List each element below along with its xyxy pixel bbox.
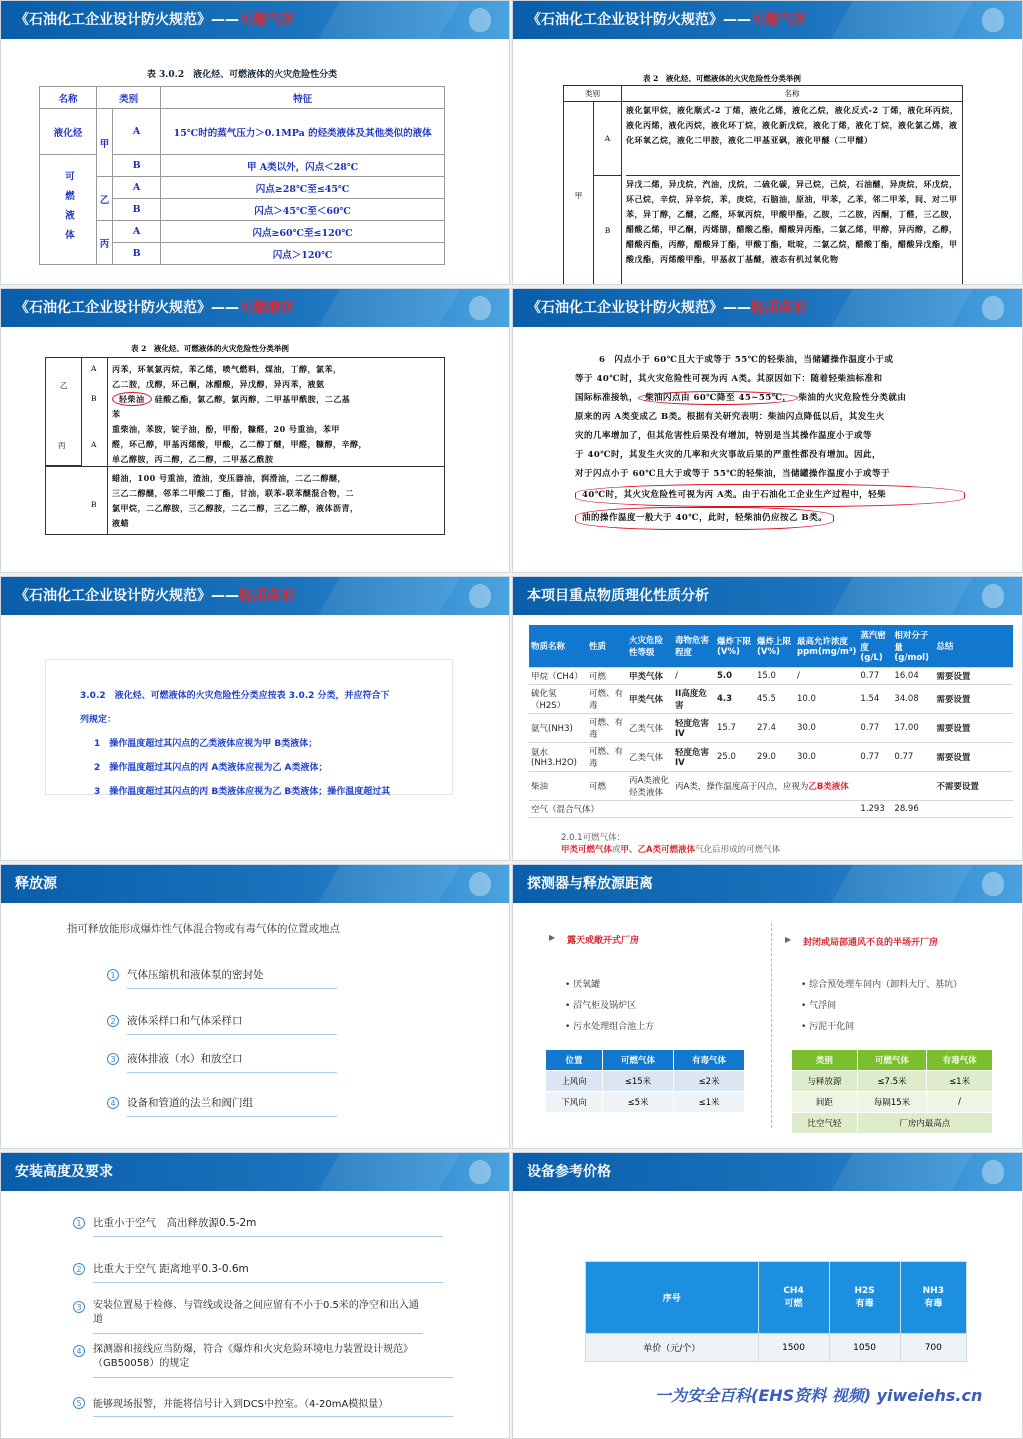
slide-title-highlight: 可燃液体 [239, 300, 295, 316]
table-line: 丙苯，环氧氯丙烷，苯乙烯，喷气燃料，煤油，丁醇，氯苯， [112, 364, 342, 374]
table-header: 名称 [40, 87, 97, 109]
table-cell: A [91, 364, 97, 373]
table-cell: B [594, 176, 622, 284]
paragraph-text: 国际标准接轨， [575, 393, 639, 403]
paragraph-line [575, 389, 965, 408]
paragraph-text: 由于石油化工企业生产过程中，轻柴 [742, 490, 887, 500]
highlighted-sentence [575, 484, 965, 507]
apple-logo-icon [982, 584, 1004, 608]
table-row [529, 742, 1013, 771]
table-cell: 1.54 [858, 684, 892, 713]
table-line: 单乙醇胺，丙二醇，乙二醇，二甲基乙酰胺 [112, 454, 274, 464]
table-cell: II高度危害 [673, 684, 715, 713]
slide-title-bar [513, 1153, 1022, 1191]
clause-item: 2 操作温度超过其闪点的丙 A类液体应视为乙 A类液体； [94, 763, 328, 773]
paragraph-text: 40℃时，其火灾危险性可视为丙 A类。 [582, 490, 743, 500]
table-row [529, 713, 1013, 742]
note-line: 2.0.1可燃气体： [561, 833, 626, 843]
table-header: 有毒气体 [927, 1050, 993, 1071]
slide-title: 《石油化工企业设计防火规范》—— [15, 12, 239, 28]
paragraph-line: 6 闪点小于 60℃且大于或等于 55℃的轻柴油，当储罐操作温度小于或 [599, 355, 894, 365]
table-cell: 可燃、有毒 [587, 742, 627, 771]
table-cell: 15℃时的蒸气压力＞0.1MPa 的烃类液体及其他类似的液体 [161, 109, 445, 155]
note-line [561, 843, 780, 855]
highlighted-term: 轻柴油 [112, 392, 152, 406]
paragraph-line: 等于 40℃时，其火灾危险性可视为丙 A类。其原因如下：随着轻柴油标准和 [575, 374, 883, 384]
table-cell: 甲类气体 [627, 667, 673, 684]
number-1-icon: 1 [73, 1217, 85, 1229]
table-cell: 乙 [97, 177, 113, 221]
right-item: 气浮间 [809, 1001, 837, 1011]
note-highlight: 甲类可燃气体 [561, 845, 613, 855]
slide-title: 安装高度及要求 [15, 1164, 113, 1180]
table-cell: 每隔15米 [857, 1092, 926, 1113]
apple-logo-icon [982, 8, 1004, 32]
slide-3 [0, 288, 510, 573]
table-line: 蜡油，100 号重油，渣油，变压器油，润滑油，二乙二醇醚， [112, 473, 346, 483]
left-list: • 厌氧罐 • 沼气柜及锅炉区 • 污水处理组合池上方 [565, 980, 655, 1032]
table-cell: 29.0 [755, 742, 795, 771]
table-cell: 30.0 [795, 742, 858, 771]
table-cell: ≤5米 [602, 1092, 673, 1113]
table-cell: 25.0 [715, 742, 755, 771]
table-cell: 甲 A类以外，闪点＜28℃ [161, 155, 445, 177]
slide-title-highlight: 可燃气体 [239, 12, 295, 28]
number-2-icon: 2 [107, 1015, 119, 1027]
category-col [46, 358, 82, 466]
triangle-icon: ▶ [785, 935, 792, 944]
table-cell: 间距 [792, 1092, 858, 1113]
release-source-item: 气体压缩机和液体泵的密封处 [127, 967, 337, 989]
table-cell: 比空气轻 [792, 1113, 858, 1134]
table-line: 三乙二醇醚，邻苯二甲酸二丁酯，甘油，联苯-联苯醚混合物，二 [112, 488, 354, 498]
properties-table [529, 625, 1013, 818]
table-header: 爆炸下限(V%) [715, 625, 755, 667]
clause-item: 1 操作温度超过其闪点的乙类液体应视为甲 B类液体； [94, 739, 318, 749]
table-cell: 需要设置 [934, 713, 1013, 742]
table-row [529, 800, 1013, 817]
table-cell: 0.77 [858, 742, 892, 771]
table-cell [673, 771, 934, 800]
table-header: 蒸汽密度(g/L) [858, 625, 892, 667]
table-cell: 需要设置 [934, 742, 1013, 771]
header-line: H2S [854, 1286, 875, 1296]
table-cell: 单价（元/个） [586, 1334, 759, 1362]
table-cell: 1500 [758, 1334, 829, 1362]
table-cell: 闪点＞45℃至＜60℃ [161, 199, 445, 221]
table-cell: 15.0 [755, 667, 795, 684]
highlighted-sentence: 油的操作温度一般大于 40℃，此时，轻柴油仍应按乙 B类。 [575, 507, 834, 530]
slide-2 [512, 0, 1023, 285]
clause-item: 3 操作温度超过其闪点的丙 B类液体应视为乙 B类液体；操作温度超过其 [94, 787, 391, 797]
table-header: 可燃气体 [602, 1050, 673, 1071]
number-1-icon: 1 [107, 969, 119, 981]
slide-title-bar [513, 577, 1022, 615]
table-header [829, 1262, 900, 1334]
table-header: 相对分子量(g/mol) [892, 625, 934, 667]
number-5-icon: 5 [73, 1397, 85, 1409]
table-header: 类别 [792, 1050, 858, 1071]
table-line: 苯 [112, 409, 121, 419]
slide-title: 《石油化工企业设计防火规范》—— [15, 300, 239, 316]
right-list: • 综合预处理车间内（卸料大厅、基坑） • 气浮间 • 污泥干化间 [801, 980, 963, 1032]
slide-8 [512, 864, 1023, 1149]
release-source-item: 液体排液（水）和放空口 [127, 1051, 337, 1073]
table-cell: A [594, 102, 622, 176]
table-cell: 氨气(NH3) [529, 713, 587, 742]
table-cell: 轻度危害IV [673, 713, 715, 742]
table-cell [934, 800, 1013, 817]
paragraph-line: 于 40℃时，其发生火灾的几率和火灾事故后果的严重性都没有增加。因此， [575, 450, 881, 460]
right-heading: 封闭或局部通风不良的半场开厂房 [803, 938, 939, 948]
number-4-icon: 4 [73, 1345, 85, 1357]
table-cell: 不需要设置 [934, 771, 1013, 800]
number-3-icon: 3 [73, 1301, 85, 1313]
table-cell: B [113, 155, 161, 177]
table-header: 序号 [586, 1262, 759, 1334]
table-cell: ≤15米 [602, 1071, 673, 1092]
install-requirement: 能够现场报警，并能将信号计入到DCS中控室。（4-20mA模拟量） [93, 1395, 453, 1417]
install-requirement: 探测器和接线应当防爆，符合《爆炸和火灾危险环境电力装置设计规范》（GB50058）的规定 [93, 1343, 453, 1378]
table-cell: 下风向 [546, 1092, 603, 1113]
open-area-table [545, 1049, 745, 1113]
install-requirement: 比重小于空气 高出释放源0.5-2m [93, 1215, 443, 1237]
right-item: 污泥干化间 [809, 1022, 855, 1032]
table-header: 火灾危险性等级 [627, 625, 673, 667]
table-line [112, 392, 442, 407]
table-cell: A [113, 109, 161, 155]
slide-7 [0, 864, 510, 1149]
example-table [563, 85, 963, 285]
install-requirement: 安装位置易于检修、与管线或设备之间应留有不小于0.5米的净空和出入通道 [93, 1299, 423, 1334]
table-header [758, 1262, 829, 1334]
slide-title-bar [1, 1, 509, 39]
release-source-item: 液体采样口和气体采样口 [127, 1013, 337, 1035]
table-cell: 可燃 [587, 771, 627, 800]
table-cell: 1050 [829, 1334, 900, 1362]
slide-title-highlight: 轻质柴油 [239, 588, 295, 604]
number-4-icon: 4 [107, 1097, 119, 1109]
example-table [45, 357, 445, 535]
table-cell: 需要设置 [934, 684, 1013, 713]
left-item: 污水处理组合池上方 [573, 1022, 655, 1032]
table-cell: ≤7.5米 [857, 1071, 926, 1092]
table-cell: 丙 [97, 221, 113, 265]
table-cell: 30.0 [795, 713, 858, 742]
table-cell: 氨水(NH3.H2O) [529, 742, 587, 771]
watermark: 一为安全百科(EHS资料 视频) yiweiehs.cn [655, 1386, 983, 1405]
table-cell: B [113, 199, 161, 221]
table-row [529, 771, 1013, 800]
table-cell: 0.77 [858, 667, 892, 684]
table-caption: 表 2 液化烃、可燃液体的火灾危险性分类举例 [131, 344, 289, 353]
table-cell: 28.96 [892, 800, 934, 817]
apple-logo-icon [982, 1160, 1004, 1184]
table-header: 可燃气体 [857, 1050, 926, 1071]
slide-title-bar [513, 1, 1022, 39]
left-heading: 露天或敞开式厂房 [567, 936, 640, 946]
table-cell: B [91, 394, 97, 403]
table-cell: / [927, 1092, 993, 1113]
apple-logo-icon [469, 296, 491, 320]
slide-4 [512, 288, 1023, 573]
table-line: 氯甲烷，二乙醇胺，三乙醇胺，二乙二醇，三乙二醇，液体沥青， [112, 503, 359, 513]
table-cell: 34.08 [892, 684, 934, 713]
table-cell: 液化氯甲烷，液化顺式-2 丁烯，液化乙烯，液化乙烷，液化反式-2 丁烯，液化环丙烷，液化丙烯，液化丙烷，液化环丁烷，液化新戊烷，液化丁烯，液化丁烷，液化氯乙烯，液化环氧乙烷，液化二甲胺，液化二甲基亚砜，液化甲醚（二甲醚） [626, 103, 960, 176]
table-cell: A [113, 221, 161, 243]
install-requirement: 比重大于空气 距离地平0.3-0.6m [93, 1261, 443, 1283]
table-cell: 甲 [564, 102, 594, 284]
slide-title-highlight: 可燃气体 [751, 12, 807, 28]
table-cell: 闪点＞120℃ [161, 243, 445, 265]
table-cell: 17.00 [892, 713, 934, 742]
diesel-desc: 丙A类，操作温度高于闪点，应视为 [675, 781, 809, 792]
table-header: 名称 [622, 86, 962, 102]
note-highlight: 甲、乙A类可燃液体 [620, 845, 696, 855]
table-cell: ≤1米 [927, 1071, 993, 1092]
table-cell: 空气（混合气体） [529, 800, 858, 817]
apple-logo-icon [469, 1160, 491, 1184]
table-row [529, 667, 1013, 684]
slide-title-bar [1, 577, 509, 615]
note-text: 或 [612, 845, 621, 855]
table-cell: 丙A类液化烃类液体 [627, 771, 673, 800]
table-cell: 需要设置 [934, 667, 1013, 684]
table-row [529, 684, 1013, 713]
table-line: 重柴油，苯胺，锭子油，酚，甲酚，糠醛，20 号重油，苯甲 [112, 424, 340, 434]
slide-title: 释放源 [15, 876, 57, 892]
table-cell: ≤1米 [673, 1092, 744, 1113]
table-cell: 0.77 [892, 742, 934, 771]
table-header: 类别 [97, 87, 161, 109]
slide-title-highlight: 轻质柴油 [751, 300, 807, 316]
slide-title-bar [513, 865, 1022, 903]
table-cell: 乙 [60, 381, 68, 390]
table-header: 最高允许浓度ppm(mg/m³) [795, 625, 858, 667]
price-table [585, 1261, 967, 1362]
table-cell: / [795, 667, 858, 684]
table-cell: 轻度危害IV [673, 742, 715, 771]
highlighted-text: 柴油闪点由 60℃降至 45~55℃， [638, 391, 798, 405]
table-header: 总结 [934, 625, 1013, 667]
slide-title: 《石油化工企业设计防火规范》—— [527, 12, 751, 28]
clause-line: 列规定： [80, 715, 117, 725]
table-cell: 甲类气体 [627, 684, 673, 713]
slide-title-bar [1, 289, 509, 327]
table-cell: 10.0 [795, 684, 858, 713]
number-2-icon: 2 [73, 1263, 85, 1275]
table-header: 类别 [564, 86, 622, 102]
table-cell: 甲 [97, 109, 113, 177]
clause-line: 3.0.2 液化烃、可燃液体的火灾危险性分类应按表 3.0.2 分类，并应符合下 [80, 691, 390, 701]
paragraph-line: 对于闪点小于 60℃且大于或等于 55℃的轻柴油，当储罐操作温度小于或等于 [575, 469, 890, 479]
apple-logo-icon [469, 584, 491, 608]
table-cell: 4.3 [715, 684, 755, 713]
triangle-icon: ▶ [549, 933, 556, 942]
table-cell: A [113, 177, 161, 199]
table-cell: 丙 [58, 441, 66, 450]
clause-box [45, 659, 453, 795]
table-cell: 甲烷（CH4） [529, 667, 587, 684]
slide-title-bar [1, 1153, 509, 1191]
slide-title-bar [513, 289, 1022, 327]
table-line: 醛，环己醇，甲基丙烯酸，甲酸，乙二醇丁醚，甲醛，糠醇，辛醇， [112, 439, 367, 449]
table-header: 物质名称 [529, 625, 587, 667]
slide-title: 本项目重点物质理化性质分析 [527, 588, 709, 604]
paragraph-text: 柴油的火灾危险性分类就由 [798, 393, 907, 403]
table-cell: ≤2米 [673, 1071, 744, 1092]
table-header: 性质 [587, 625, 627, 667]
table-header: 有毒气体 [673, 1050, 744, 1071]
table-cell: 异戊二烯，异戊烷，汽油，戊烷，二硫化碳，异己烷，己烷，石油醚，异庚烷，环戊烷，环己烷，辛烷，异辛烷，苯，庚烷，石脑油，原油，甲苯，乙苯，邻二甲苯，间、对二甲苯，异丁醇，乙醚，乙醛，环氧丙烷，甲酸甲酯，乙胺，二乙胺，丙酮，丁醛，三乙胺，醋酸乙烯，甲乙酮，丙烯腈，醋酸乙酯，醋酸异丙酯，二氯乙烯，甲醇，异丙醇，乙醇，醋酸丙酯，丙醇，醋酸异丁酯，甲酸丁酯，吡啶，二氯乙烷，醋酸丁酯，醋酸异戊酯，甲酸戊酯，丙烯酸甲酯，甲基叔丁基醚，液态有机过氧化物 [626, 179, 958, 264]
table-cell: 乙类气体 [627, 713, 673, 742]
slide-9 [0, 1152, 510, 1439]
apple-logo-icon [982, 872, 1004, 896]
header-line: 有毒 [855, 1299, 874, 1309]
table-header [900, 1262, 966, 1334]
table-cell: 可燃 [587, 667, 627, 684]
sub-col [82, 358, 108, 534]
table-cell: 16.04 [892, 667, 934, 684]
table-cell: 与释放源 [792, 1071, 858, 1092]
table-cell: 柴油 [529, 771, 587, 800]
table-cell: 可燃、有毒 [587, 713, 627, 742]
slide-title: 《石油化工企业设计防火规范》—— [15, 588, 239, 604]
table-cell: 闪点≥60℃至≤120℃ [161, 221, 445, 243]
divider [771, 923, 772, 1128]
apple-logo-icon [982, 296, 1004, 320]
slide-5 [0, 576, 510, 861]
paragraph-line: 灾的几率增加了，但其危害性后果没有增加，特别是当其操作温度小于或等 [575, 431, 873, 441]
table-cell: 5.0 [715, 667, 755, 684]
slide-title: 探测器与释放源距离 [527, 876, 653, 892]
table-cell: 闪点≥28℃至≤45℃ [161, 177, 445, 199]
apple-logo-icon [469, 8, 491, 32]
table-header: 特征 [161, 87, 445, 109]
diesel-desc-highlight: 乙B类液体 [808, 781, 849, 792]
table-cell: 15.7 [715, 713, 755, 742]
slide-1 [0, 0, 510, 285]
table-cell: 上风向 [546, 1071, 603, 1092]
fire-hazard-table [39, 63, 445, 265]
table-cell: 0.77 [858, 713, 892, 742]
left-item: 厌氧罐 [573, 980, 601, 990]
table-header: 爆炸上限(V%) [755, 625, 795, 667]
table-cell: B [91, 500, 97, 509]
table-line: 液蜡 [112, 518, 129, 528]
paragraph-line: 原来的丙 A类变成乙 B类。根据有关研究表明：柴油闪点降低以后，其发生火 [575, 412, 885, 422]
note-text: 气化后形成的可燃气体 [695, 845, 781, 855]
table-header: 毒物危害程度 [673, 625, 715, 667]
table-caption: 表 3.0.2 液化烃、可燃液体的火灾危险性分类 [146, 70, 338, 80]
intro-text: 指可释放能形成爆炸性气体混合物或有毒气体的位置或地点 [67, 923, 340, 935]
table-cell: 27.4 [755, 713, 795, 742]
table-cell: 1.293 [858, 800, 892, 817]
slide-title: 设备参考价格 [527, 1164, 611, 1180]
table-cell: 45.5 [755, 684, 795, 713]
slide-title-bar [1, 865, 509, 903]
header-line: 可燃 [784, 1299, 803, 1309]
table-cell: 硫化氢（H2S） [529, 684, 587, 713]
slide-6 [512, 576, 1023, 861]
slide-10 [512, 1152, 1023, 1439]
slide-title: 《石油化工企业设计防火规范》—— [527, 300, 751, 316]
release-source-item: 设备和管道的法兰和阀门组 [127, 1095, 337, 1117]
table-cell: 700 [900, 1334, 966, 1362]
table-cell: A [91, 440, 97, 449]
header-line: NH3 [922, 1286, 944, 1296]
table-header: 位置 [546, 1050, 603, 1071]
table-line: 乙二胺，戊醇，环己酮，冰醋酸，异戊醇，异丙苯，液氨 [112, 379, 325, 389]
table-cell: 液化烃 [40, 109, 97, 155]
table-cell: B [113, 243, 161, 265]
left-item: 沼气柜及锅炉区 [573, 1001, 637, 1011]
table-cell: / [673, 667, 715, 684]
table-cell: 乙类气体 [627, 742, 673, 771]
table-cell: 可燃、有毒 [587, 684, 627, 713]
number-3-icon: 3 [107, 1053, 119, 1065]
apple-logo-icon [469, 872, 491, 896]
closed-area-table [791, 1049, 993, 1134]
table-cell: 厂房内最高点 [857, 1113, 992, 1134]
table-text: 硅酸乙酯，氯乙醇，氯丙醇，二甲基甲酰胺，二乙基 [154, 394, 351, 404]
right-item: 综合预处理车间内（卸料大厅、基坑） [809, 980, 963, 990]
table-cell: 可燃液体 [40, 155, 97, 265]
header-line: CH4 [783, 1286, 804, 1296]
table-caption: 表 2 液化烃、可燃液体的火灾危险性分类举例 [643, 74, 801, 83]
header-line: 有毒 [924, 1299, 943, 1309]
